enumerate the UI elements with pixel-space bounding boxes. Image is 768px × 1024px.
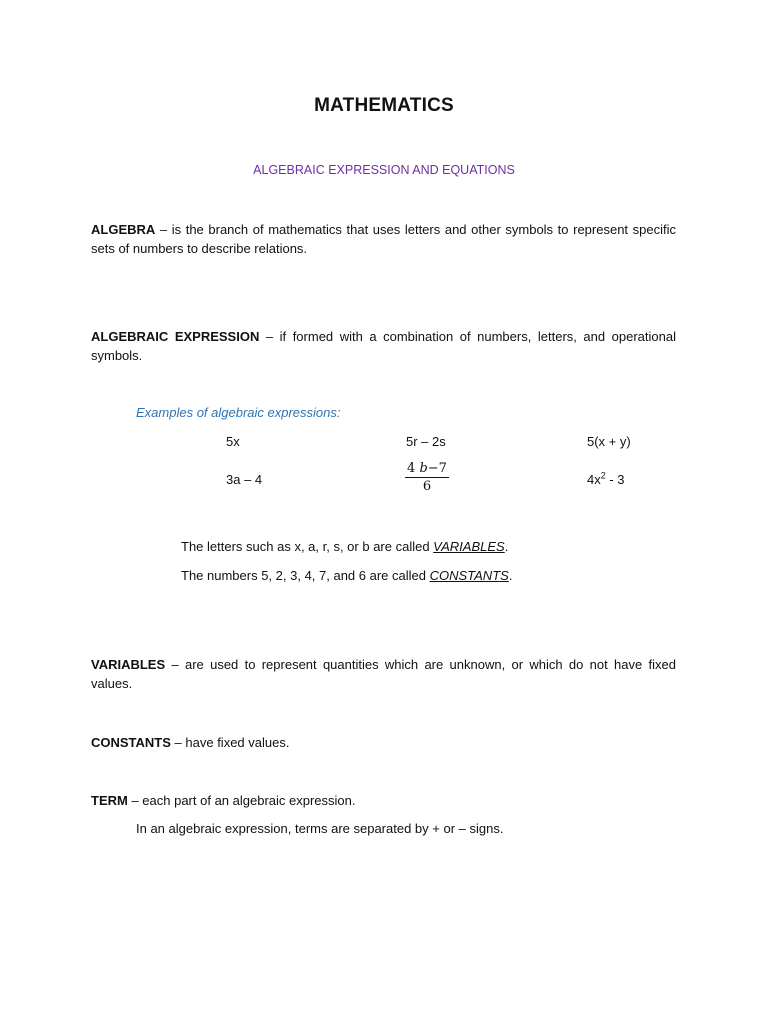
numerator-variable: b (419, 461, 428, 476)
constants-term: CONSTANTS (91, 735, 171, 750)
examples-heading: Examples of algebraic expressions: (136, 405, 341, 420)
example-5-x-plus-y: 5(x + y) (587, 434, 631, 449)
variables-definition-text: – are used to represent quantities which are unknown, or which do not have fixed values. (91, 657, 676, 691)
constants-keyword: CONSTANTS (429, 568, 509, 583)
variables-note (181, 539, 508, 554)
variables-note-period: . (504, 539, 509, 554)
example-5x: 5x (226, 434, 240, 449)
variables-definition (91, 655, 676, 693)
algebra-term: ALGEBRA (91, 222, 156, 237)
variables-note-text: The letters such as x, a, r, s, or b are called (181, 539, 434, 554)
constants-note-text: The numbers 5, 2, 3, 4, 7, and 6 are called (181, 568, 430, 583)
example-4x-tail: - 3 (605, 472, 625, 487)
constants-note (181, 568, 512, 583)
algebraic-expression-term: ALGEBRAIC EXPRESSION (91, 329, 260, 344)
example-4x-exponent: 2 (600, 470, 606, 481)
section-subtitle: ALGEBRAIC EXPRESSION AND EQUATIONS (253, 163, 515, 177)
variables-keyword: VARIABLES (433, 539, 505, 554)
algebraic-expression-definition-text: – if formed with a combination of numbers, letters, and operational symbols. (91, 329, 676, 363)
algebraic-expression-definition (91, 327, 676, 365)
constants-definition-text: – have fixed values. (170, 735, 290, 750)
term-definition (91, 791, 676, 810)
example-fraction (405, 461, 449, 494)
numerator-constant: −7 (427, 461, 447, 476)
page-title: MATHEMATICS (314, 95, 454, 116)
example-5r-2s: 5r – 2s (406, 434, 446, 449)
variables-term: VARIABLES (91, 657, 166, 672)
example-4x-squared-3 (587, 472, 625, 487)
term-definition-text: – each part of an algebraic expression. (127, 793, 356, 808)
algebra-definition (91, 220, 676, 258)
constants-note-period: . (508, 568, 513, 583)
fraction-denominator: 6 (422, 479, 432, 494)
term-term: TERM (91, 793, 128, 808)
term-separation-note: In an algebraic expression, terms are separated by + or – signs. (136, 821, 504, 836)
fraction-numerator (405, 461, 449, 478)
numerator-coefficient: 4 (407, 461, 416, 476)
algebra-definition-text: – is the branch of mathematics that uses letters and other symbols to represent specific sets of numbers to describe relations. (91, 222, 676, 256)
example-3a-4: 3a – 4 (226, 472, 263, 487)
example-4x-base: 4x (587, 472, 601, 487)
constants-definition (91, 733, 676, 752)
